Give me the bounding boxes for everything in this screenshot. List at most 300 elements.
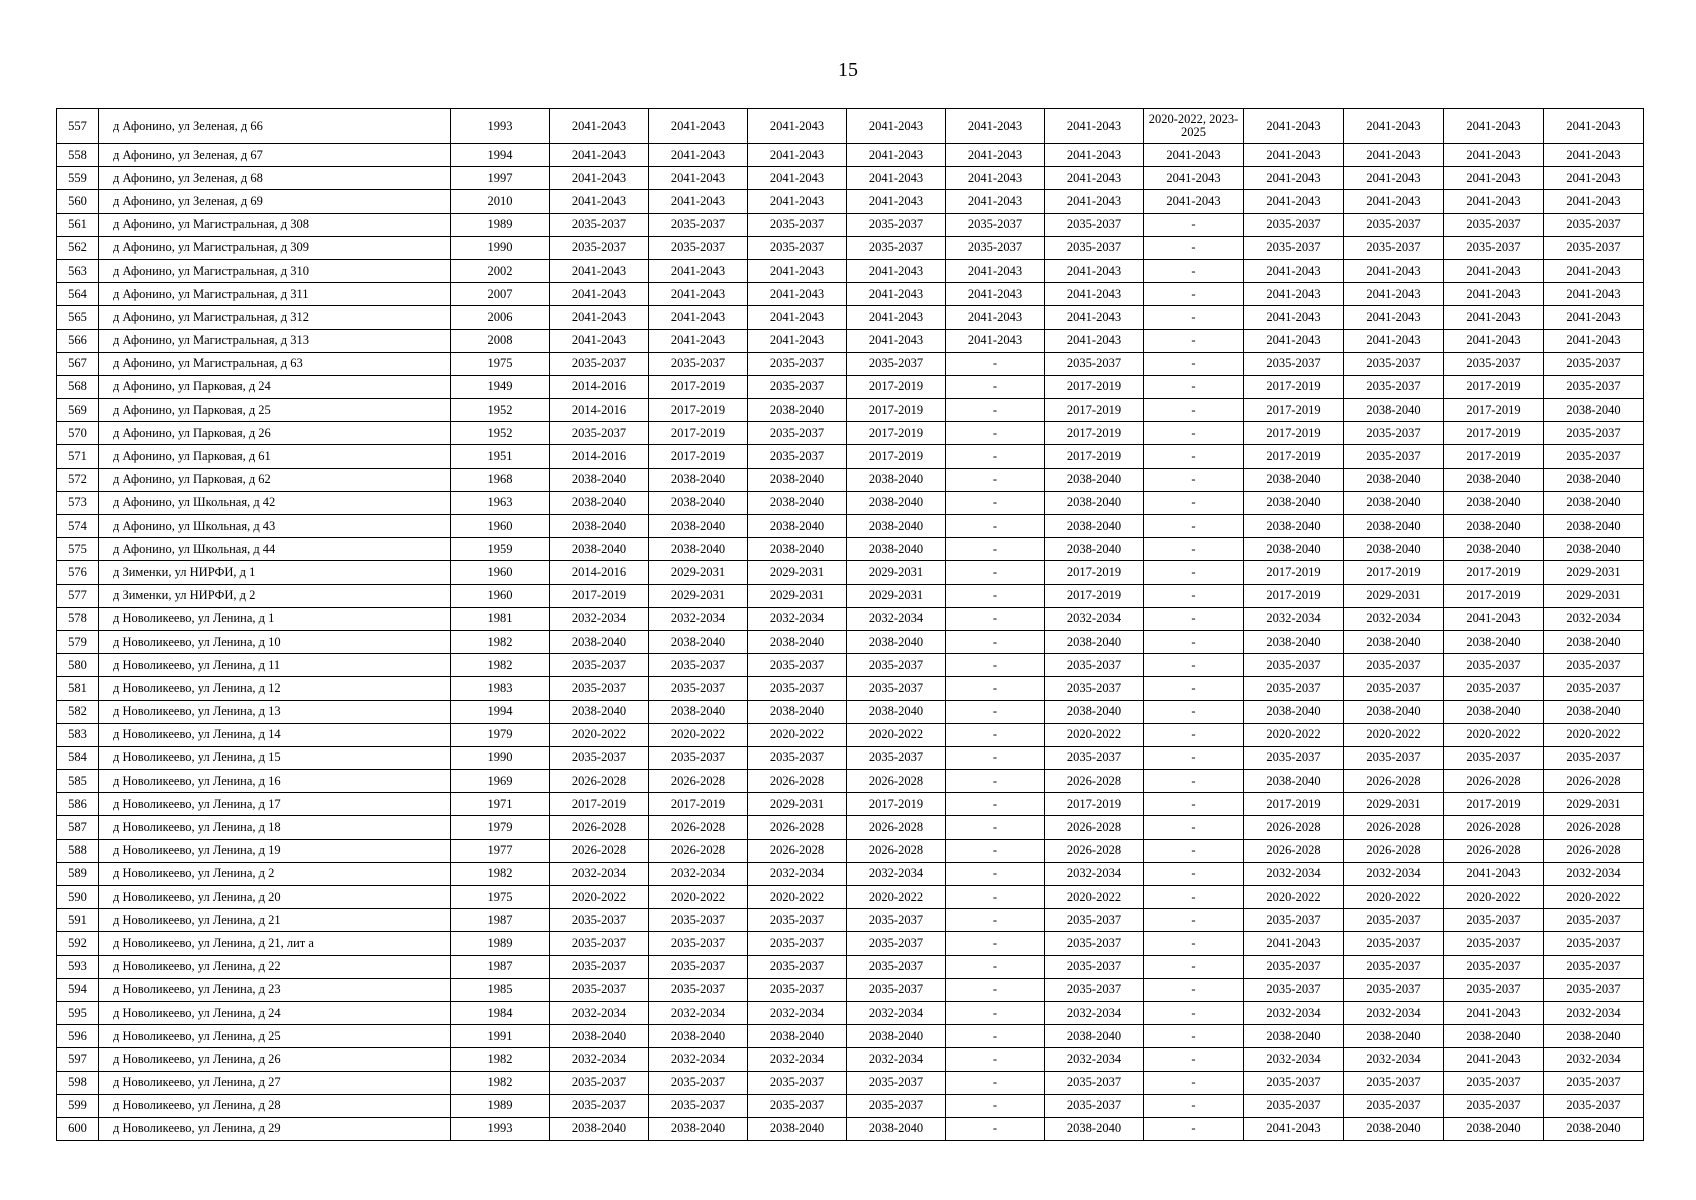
- period-cell-3: 2041-2043: [748, 109, 847, 144]
- address-cell: д Новоликеево, ул Ленина, д 25: [99, 1025, 451, 1048]
- period-cell-3: 2032-2034: [748, 607, 847, 630]
- period-cell-8: 2017-2019: [1244, 445, 1344, 468]
- period-cell-11: 2035-2037: [1544, 909, 1644, 932]
- row-number-cell: 579: [57, 630, 99, 653]
- period-cell-9: 2035-2037: [1344, 422, 1444, 445]
- period-cell-10: 2041-2043: [1444, 259, 1544, 282]
- table-row: [57, 793, 1644, 816]
- period-cell-4: 2032-2034: [847, 862, 946, 885]
- address-cell: д Афонино, ул Школьная, д 42: [99, 491, 451, 514]
- period-cell-4: 2035-2037: [847, 654, 946, 677]
- table-body: [57, 109, 1644, 1141]
- row-number-cell: 589: [57, 862, 99, 885]
- period-cell-11: 2038-2040: [1544, 399, 1644, 422]
- address-cell: д Новоликеево, ул Ленина, д 28: [99, 1094, 451, 1117]
- year-built-cell: 1951: [451, 445, 550, 468]
- period-cell-6: 2035-2037: [1045, 909, 1144, 932]
- period-cell-1: 2032-2034: [550, 607, 649, 630]
- address-cell: д Афонино, ул Магистральная, д 308: [99, 213, 451, 236]
- period-cell-2: 2032-2034: [649, 1001, 748, 1024]
- year-built-cell: 1983: [451, 677, 550, 700]
- row-number-cell: 557: [57, 109, 99, 144]
- period-cell-8: 2041-2043: [1244, 306, 1344, 329]
- period-cell-4: 2038-2040: [847, 630, 946, 653]
- period-cell-10: 2041-2043: [1444, 306, 1544, 329]
- table-row: [57, 283, 1644, 306]
- period-cell-11: 2035-2037: [1544, 677, 1644, 700]
- period-cell-9: 2029-2031: [1344, 584, 1444, 607]
- period-cell-1: 2035-2037: [550, 213, 649, 236]
- period-cell-6: 2038-2040: [1045, 630, 1144, 653]
- address-cell: д Новоликеево, ул Ленина, д 14: [99, 723, 451, 746]
- year-built-cell: 1990: [451, 746, 550, 769]
- period-cell-3: 2035-2037: [748, 654, 847, 677]
- year-built-cell: 2002: [451, 259, 550, 282]
- period-cell-11: 2035-2037: [1544, 213, 1644, 236]
- period-cell-4: 2020-2022: [847, 723, 946, 746]
- row-number-cell: 564: [57, 283, 99, 306]
- period-cell-10: 2041-2043: [1444, 144, 1544, 167]
- period-cell-1: 2041-2043: [550, 259, 649, 282]
- period-cell-3: 2029-2031: [748, 584, 847, 607]
- row-number-cell: 581: [57, 677, 99, 700]
- period-cell-4: 2041-2043: [847, 306, 946, 329]
- period-cell-8: 2035-2037: [1244, 654, 1344, 677]
- year-built-cell: 1981: [451, 607, 550, 630]
- period-cell-11: 2020-2022: [1544, 723, 1644, 746]
- period-cell-8: 2038-2040: [1244, 468, 1344, 491]
- period-cell-8: 2041-2043: [1244, 259, 1344, 282]
- period-cell-3: 2035-2037: [748, 422, 847, 445]
- year-built-cell: 1987: [451, 955, 550, 978]
- period-cell-3: 2038-2040: [748, 1025, 847, 1048]
- period-cell-10: 2035-2037: [1444, 352, 1544, 375]
- period-cell-3: 2041-2043: [748, 259, 847, 282]
- period-cell-3: 2035-2037: [748, 978, 847, 1001]
- period-cell-1: 2038-2040: [550, 468, 649, 491]
- period-cell-2: 2017-2019: [649, 422, 748, 445]
- year-built-cell: 1994: [451, 700, 550, 723]
- period-cell-11: 2035-2037: [1544, 978, 1644, 1001]
- period-cell-10: 2041-2043: [1444, 190, 1544, 213]
- period-cell-1: 2038-2040: [550, 515, 649, 538]
- period-cell-7: 2041-2043: [1144, 190, 1244, 213]
- period-cell-9: 2041-2043: [1344, 283, 1444, 306]
- period-cell-9: 2020-2022: [1344, 886, 1444, 909]
- period-cell-1: 2032-2034: [550, 1001, 649, 1024]
- address-cell: д Новоликеево, ул Ленина, д 23: [99, 978, 451, 1001]
- row-number-cell: 568: [57, 375, 99, 398]
- period-cell-3: 2041-2043: [748, 167, 847, 190]
- period-cell-1: 2041-2043: [550, 329, 649, 352]
- period-cell-9: 2038-2040: [1344, 515, 1444, 538]
- row-number-cell: 593: [57, 955, 99, 978]
- period-cell-8: 2041-2043: [1244, 144, 1344, 167]
- period-cell-3: 2035-2037: [748, 746, 847, 769]
- table-row: [57, 236, 1644, 259]
- period-cell-10: 2017-2019: [1444, 445, 1544, 468]
- period-cell-10: 2026-2028: [1444, 770, 1544, 793]
- period-cell-5: 2041-2043: [946, 283, 1045, 306]
- period-cell-6: 2032-2034: [1045, 1048, 1144, 1071]
- period-cell-11: 2026-2028: [1544, 839, 1644, 862]
- period-cell-2: 2038-2040: [649, 700, 748, 723]
- row-number-cell: 573: [57, 491, 99, 514]
- period-cell-1: 2035-2037: [550, 677, 649, 700]
- period-cell-7: -: [1144, 1117, 1244, 1140]
- row-number-cell: 590: [57, 886, 99, 909]
- period-cell-8: 2035-2037: [1244, 1094, 1344, 1117]
- table-row: [57, 978, 1644, 1001]
- period-cell-4: 2032-2034: [847, 1001, 946, 1024]
- period-cell-8: 2020-2022: [1244, 886, 1344, 909]
- year-built-cell: 1991: [451, 1025, 550, 1048]
- table-row: [57, 723, 1644, 746]
- period-cell-9: 2032-2034: [1344, 862, 1444, 885]
- period-cell-5: -: [946, 909, 1045, 932]
- period-cell-4: 2035-2037: [847, 352, 946, 375]
- period-cell-7: -: [1144, 352, 1244, 375]
- year-built-cell: 1989: [451, 1094, 550, 1117]
- table-row: [57, 955, 1644, 978]
- period-cell-9: 2041-2043: [1344, 329, 1444, 352]
- period-cell-4: 2041-2043: [847, 109, 946, 144]
- period-cell-11: 2038-2040: [1544, 515, 1644, 538]
- period-cell-2: 2017-2019: [649, 375, 748, 398]
- address-cell: д Новоликеево, ул Ленина, д 2: [99, 862, 451, 885]
- period-cell-1: 2026-2028: [550, 839, 649, 862]
- period-cell-11: 2041-2043: [1544, 306, 1644, 329]
- period-cell-4: 2038-2040: [847, 538, 946, 561]
- period-cell-1: 2035-2037: [550, 352, 649, 375]
- table-row: [57, 839, 1644, 862]
- period-cell-8: 2041-2043: [1244, 167, 1344, 190]
- period-cell-8: 2020-2022: [1244, 723, 1344, 746]
- period-cell-8: 2041-2043: [1244, 190, 1344, 213]
- period-cell-1: 2020-2022: [550, 886, 649, 909]
- period-cell-4: 2035-2037: [847, 746, 946, 769]
- period-cell-9: 2035-2037: [1344, 654, 1444, 677]
- period-cell-5: 2041-2043: [946, 329, 1045, 352]
- period-cell-3: 2035-2037: [748, 677, 847, 700]
- period-cell-1: 2035-2037: [550, 422, 649, 445]
- table-row: [57, 109, 1644, 144]
- period-cell-8: 2038-2040: [1244, 1025, 1344, 1048]
- row-number-cell: 578: [57, 607, 99, 630]
- period-cell-1: 2035-2037: [550, 1071, 649, 1094]
- address-cell: д Афонино, ул Зеленая, д 67: [99, 144, 451, 167]
- period-cell-9: 2020-2022: [1344, 723, 1444, 746]
- year-built-cell: 1969: [451, 770, 550, 793]
- period-cell-3: 2035-2037: [748, 1071, 847, 1094]
- table-row: [57, 1071, 1644, 1094]
- period-cell-10: 2020-2022: [1444, 723, 1544, 746]
- period-cell-8: 2041-2043: [1244, 932, 1344, 955]
- period-cell-1: 2035-2037: [550, 236, 649, 259]
- table-row: [57, 584, 1644, 607]
- period-cell-9: 2041-2043: [1344, 306, 1444, 329]
- period-cell-7: -: [1144, 399, 1244, 422]
- period-cell-10: 2038-2040: [1444, 700, 1544, 723]
- period-cell-9: 2035-2037: [1344, 375, 1444, 398]
- period-cell-2: 2017-2019: [649, 445, 748, 468]
- period-cell-7: -: [1144, 515, 1244, 538]
- period-cell-9: 2026-2028: [1344, 770, 1444, 793]
- table-row: [57, 770, 1644, 793]
- period-cell-5: -: [946, 468, 1045, 491]
- period-cell-6: 2038-2040: [1045, 515, 1144, 538]
- period-cell-8: 2035-2037: [1244, 1071, 1344, 1094]
- period-cell-3: 2038-2040: [748, 515, 847, 538]
- period-cell-5: -: [946, 422, 1045, 445]
- period-cell-3: 2041-2043: [748, 329, 847, 352]
- year-built-cell: 1989: [451, 932, 550, 955]
- period-cell-6: 2017-2019: [1045, 584, 1144, 607]
- period-cell-2: 2041-2043: [649, 167, 748, 190]
- period-cell-7: -: [1144, 607, 1244, 630]
- period-cell-5: -: [946, 955, 1045, 978]
- period-cell-7: -: [1144, 538, 1244, 561]
- period-cell-2: 2041-2043: [649, 190, 748, 213]
- row-number-cell: 576: [57, 561, 99, 584]
- period-cell-8: 2017-2019: [1244, 422, 1344, 445]
- period-cell-2: 2041-2043: [649, 144, 748, 167]
- period-cell-10: 2041-2043: [1444, 1001, 1544, 1024]
- period-cell-7: 2041-2043: [1144, 144, 1244, 167]
- period-cell-2: 2038-2040: [649, 1025, 748, 1048]
- period-cell-6: 2041-2043: [1045, 283, 1144, 306]
- period-cell-11: 2041-2043: [1544, 329, 1644, 352]
- period-cell-3: 2038-2040: [748, 630, 847, 653]
- period-cell-4: 2017-2019: [847, 422, 946, 445]
- period-cell-2: 2026-2028: [649, 770, 748, 793]
- period-cell-11: 2026-2028: [1544, 770, 1644, 793]
- period-cell-3: 2026-2028: [748, 770, 847, 793]
- period-cell-8: 2041-2043: [1244, 109, 1344, 144]
- period-cell-4: 2017-2019: [847, 399, 946, 422]
- period-cell-6: 2026-2028: [1045, 816, 1144, 839]
- address-cell: д Афонино, ул Школьная, д 43: [99, 515, 451, 538]
- period-cell-5: -: [946, 399, 1045, 422]
- row-number-cell: 586: [57, 793, 99, 816]
- period-cell-10: 2038-2040: [1444, 630, 1544, 653]
- period-cell-3: 2041-2043: [748, 144, 847, 167]
- period-cell-1: 2038-2040: [550, 1117, 649, 1140]
- period-cell-3: 2032-2034: [748, 1001, 847, 1024]
- period-cell-11: 2035-2037: [1544, 1094, 1644, 1117]
- period-cell-9: 2041-2043: [1344, 144, 1444, 167]
- row-number-cell: 565: [57, 306, 99, 329]
- period-cell-11: 2038-2040: [1544, 468, 1644, 491]
- period-cell-5: 2035-2037: [946, 213, 1045, 236]
- period-cell-1: 2035-2037: [550, 932, 649, 955]
- period-cell-4: 2035-2037: [847, 932, 946, 955]
- table-row: [57, 468, 1644, 491]
- period-cell-10: 2017-2019: [1444, 422, 1544, 445]
- address-cell: д Новоликеево, ул Ленина, д 22: [99, 955, 451, 978]
- period-cell-1: 2035-2037: [550, 654, 649, 677]
- period-cell-5: -: [946, 584, 1045, 607]
- period-cell-10: 2035-2037: [1444, 909, 1544, 932]
- year-built-cell: 2007: [451, 283, 550, 306]
- period-cell-6: 2017-2019: [1045, 793, 1144, 816]
- period-cell-2: 2041-2043: [649, 329, 748, 352]
- period-cell-11: 2041-2043: [1544, 109, 1644, 144]
- period-cell-7: -: [1144, 213, 1244, 236]
- period-cell-5: -: [946, 862, 1045, 885]
- period-cell-10: 2017-2019: [1444, 399, 1544, 422]
- address-cell: д Новоликеево, ул Ленина, д 17: [99, 793, 451, 816]
- period-cell-1: 2035-2037: [550, 909, 649, 932]
- period-cell-4: 2035-2037: [847, 1071, 946, 1094]
- period-cell-10: 2041-2043: [1444, 109, 1544, 144]
- table-row: [57, 167, 1644, 190]
- period-cell-2: 2038-2040: [649, 1117, 748, 1140]
- period-cell-4: 2038-2040: [847, 1117, 946, 1140]
- period-cell-2: 2035-2037: [649, 955, 748, 978]
- year-built-cell: 1959: [451, 538, 550, 561]
- period-cell-2: 2017-2019: [649, 399, 748, 422]
- year-built-cell: 1979: [451, 816, 550, 839]
- period-cell-9: 2041-2043: [1344, 259, 1444, 282]
- period-cell-1: 2038-2040: [550, 538, 649, 561]
- table-row: [57, 375, 1644, 398]
- period-cell-7: -: [1144, 236, 1244, 259]
- period-cell-1: 2041-2043: [550, 190, 649, 213]
- period-cell-6: 2035-2037: [1045, 746, 1144, 769]
- year-built-cell: 1990: [451, 236, 550, 259]
- period-cell-9: 2029-2031: [1344, 793, 1444, 816]
- period-cell-2: 2041-2043: [649, 283, 748, 306]
- period-cell-3: 2032-2034: [748, 1048, 847, 1071]
- period-cell-8: 2035-2037: [1244, 213, 1344, 236]
- period-cell-4: 2041-2043: [847, 329, 946, 352]
- page-number: 15: [838, 59, 858, 81]
- period-cell-11: 2035-2037: [1544, 236, 1644, 259]
- period-cell-5: -: [946, 746, 1045, 769]
- period-cell-7: -: [1144, 746, 1244, 769]
- year-built-cell: 1989: [451, 213, 550, 236]
- period-cell-1: 2017-2019: [550, 584, 649, 607]
- period-cell-5: -: [946, 839, 1045, 862]
- period-cell-6: 2026-2028: [1045, 839, 1144, 862]
- period-cell-7: -: [1144, 1094, 1244, 1117]
- year-built-cell: 1997: [451, 167, 550, 190]
- period-cell-2: 2020-2022: [649, 723, 748, 746]
- row-number-cell: 580: [57, 654, 99, 677]
- period-cell-11: 2041-2043: [1544, 144, 1644, 167]
- row-number-cell: 563: [57, 259, 99, 282]
- period-cell-9: 2017-2019: [1344, 561, 1444, 584]
- period-cell-10: 2035-2037: [1444, 746, 1544, 769]
- period-cell-4: 2017-2019: [847, 793, 946, 816]
- period-cell-7: -: [1144, 932, 1244, 955]
- year-built-cell: 1952: [451, 422, 550, 445]
- period-cell-10: 2017-2019: [1444, 375, 1544, 398]
- period-cell-9: 2035-2037: [1344, 909, 1444, 932]
- period-cell-9: 2035-2037: [1344, 213, 1444, 236]
- period-cell-4: 2035-2037: [847, 236, 946, 259]
- period-cell-2: 2035-2037: [649, 213, 748, 236]
- row-number-cell: 591: [57, 909, 99, 932]
- period-cell-5: -: [946, 352, 1045, 375]
- period-cell-1: 2014-2016: [550, 445, 649, 468]
- row-number-cell: 595: [57, 1001, 99, 1024]
- period-cell-4: 2029-2031: [847, 584, 946, 607]
- period-cell-11: 2026-2028: [1544, 816, 1644, 839]
- year-built-cell: 2008: [451, 329, 550, 352]
- table-row: [57, 399, 1644, 422]
- period-cell-6: 2017-2019: [1045, 422, 1144, 445]
- address-cell: д Афонино, ул Парковая, д 62: [99, 468, 451, 491]
- period-cell-7: -: [1144, 955, 1244, 978]
- period-cell-1: 2026-2028: [550, 770, 649, 793]
- row-number-cell: 558: [57, 144, 99, 167]
- table-row: [57, 677, 1644, 700]
- row-number-cell: 566: [57, 329, 99, 352]
- period-cell-3: 2038-2040: [748, 468, 847, 491]
- address-cell: д Афонино, ул Магистральная, д 63: [99, 352, 451, 375]
- period-cell-9: 2035-2037: [1344, 236, 1444, 259]
- period-cell-9: 2038-2040: [1344, 630, 1444, 653]
- table-row: [57, 144, 1644, 167]
- period-cell-11: 2032-2034: [1544, 862, 1644, 885]
- period-cell-7: -: [1144, 839, 1244, 862]
- address-cell: д Зименки, ул НИРФИ, д 1: [99, 561, 451, 584]
- period-cell-5: -: [946, 1025, 1045, 1048]
- period-cell-8: 2035-2037: [1244, 236, 1344, 259]
- period-cell-7: -: [1144, 584, 1244, 607]
- period-cell-2: 2035-2037: [649, 677, 748, 700]
- year-built-cell: 1963: [451, 491, 550, 514]
- period-cell-11: 2041-2043: [1544, 283, 1644, 306]
- row-number-cell: 567: [57, 352, 99, 375]
- period-cell-9: 2041-2043: [1344, 190, 1444, 213]
- period-cell-8: 2041-2043: [1244, 329, 1344, 352]
- period-cell-4: 2035-2037: [847, 955, 946, 978]
- row-number-cell: 560: [57, 190, 99, 213]
- period-cell-5: -: [946, 932, 1045, 955]
- address-cell: д Афонино, ул Школьная, д 44: [99, 538, 451, 561]
- period-cell-1: 2038-2040: [550, 700, 649, 723]
- period-cell-10: 2017-2019: [1444, 561, 1544, 584]
- year-built-cell: 1952: [451, 399, 550, 422]
- period-cell-5: -: [946, 1071, 1045, 1094]
- period-cell-5: -: [946, 723, 1045, 746]
- table-row: [57, 816, 1644, 839]
- address-cell: д Новоликеево, ул Ленина, д 12: [99, 677, 451, 700]
- period-cell-4: 2032-2034: [847, 607, 946, 630]
- period-cell-7: -: [1144, 1025, 1244, 1048]
- address-cell: д Новоликеево, ул Ленина, д 24: [99, 1001, 451, 1024]
- row-number-cell: 587: [57, 816, 99, 839]
- address-cell: д Афонино, ул Магистральная, д 309: [99, 236, 451, 259]
- period-cell-11: 2032-2034: [1544, 1048, 1644, 1071]
- period-cell-5: -: [946, 700, 1045, 723]
- period-cell-2: 2026-2028: [649, 839, 748, 862]
- year-built-cell: 1960: [451, 561, 550, 584]
- period-cell-8: 2038-2040: [1244, 770, 1344, 793]
- period-cell-6: 2041-2043: [1045, 144, 1144, 167]
- period-cell-6: 2041-2043: [1045, 259, 1144, 282]
- period-cell-7: 2020-2022, 2023-2025: [1144, 109, 1244, 144]
- period-cell-4: 2038-2040: [847, 700, 946, 723]
- period-cell-7: -: [1144, 561, 1244, 584]
- period-cell-11: 2038-2040: [1544, 700, 1644, 723]
- table-row: [57, 700, 1644, 723]
- period-cell-11: 2038-2040: [1544, 491, 1644, 514]
- period-cell-1: 2020-2022: [550, 723, 649, 746]
